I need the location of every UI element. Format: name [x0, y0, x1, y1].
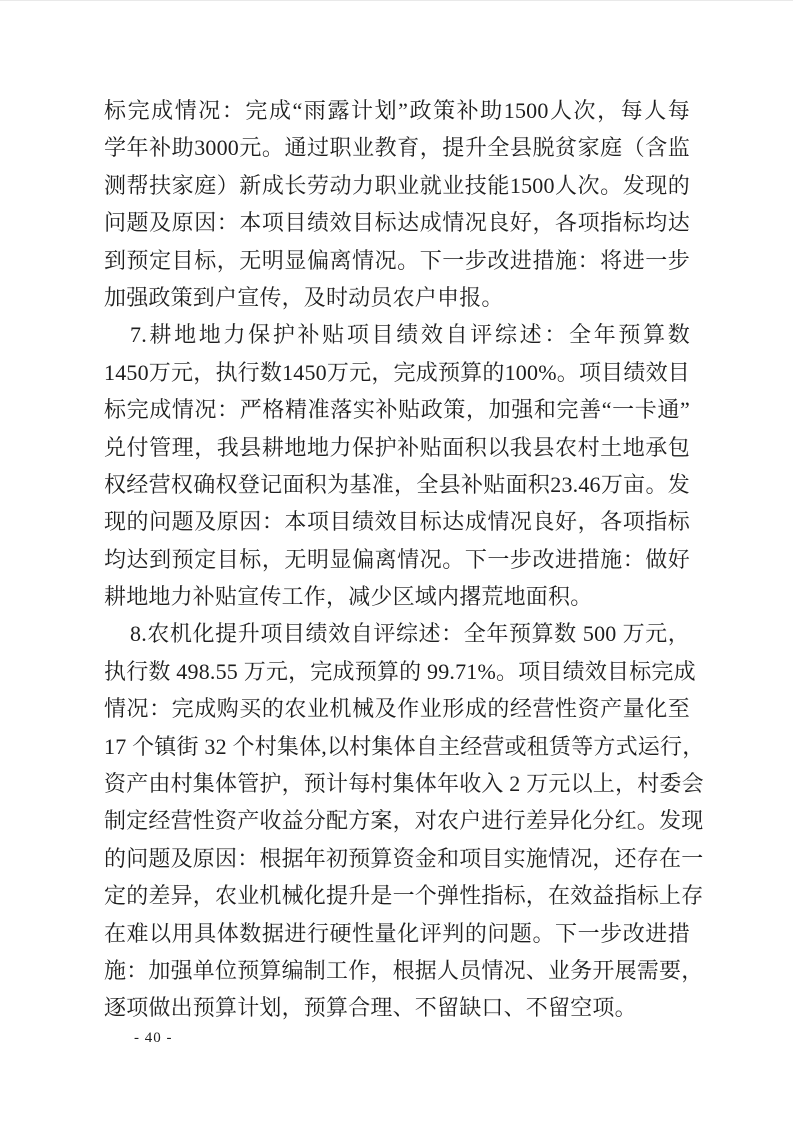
text-line: 资产由村集体管护，预计每村集体年收入 2 万元以上，村委会 — [104, 771, 704, 797]
text-line: 8.农机化提升项目绩效自评综述：全年预算数 500 万元， — [130, 621, 690, 647]
paragraph-7-farmland-protection-subsidy — [104, 316, 690, 615]
text-line: 的问题及原因：根据年初预算资金和项目实施情况，还存在一 — [104, 845, 704, 871]
text-line: 加强政策到户宣传，及时动员农户申报。 — [104, 284, 504, 310]
text-line: 标完成情况：完成“雨露计划”政策补助1500人次，每人每 — [104, 98, 690, 123]
page-number: - 40 - — [134, 1030, 173, 1046]
text-line: 1450万元，执行数1450万元，完成预算的100%。项目绩效目 — [104, 359, 690, 385]
text-line: 兑付管理，我县耕地地力保护补贴面积以我县农村土地承包 — [104, 434, 690, 460]
text-line: 耕地地力补贴宣传工作，减少区域内撂荒地面积。 — [104, 584, 593, 610]
document-body — [104, 92, 705, 1027]
text-line: 17 个镇街 32 个村集体,以村集体自主经营或租赁等方式运行， — [104, 733, 705, 759]
text-line: 在难以用具体数据进行硬性量化评判的问题。下一步改进措 — [104, 920, 690, 946]
text-line: 问题及原因：本项目绩效目标达成情况良好，各项指标均达 — [104, 210, 690, 236]
text-line: 制定经营性资产收益分配方案，对农户进行差异化分红。发现 — [104, 808, 704, 834]
text-line: 逐项做出预算计划，预算合理、不留缺口、不留空项。 — [104, 995, 637, 1021]
text-line: 标完成情况：严格精准落实补贴政策，加强和完善“一卡通” — [104, 397, 690, 423]
text-line: 权经营权确权登记面积为基准，全县补贴面积23.46万亩。发 — [104, 471, 690, 497]
text-line: 定的差异，农业机械化提升是一个弹性指标，在效益指标上存 — [104, 883, 704, 909]
text-line: 执行数 498.55 万元，完成预算的 99.71%。项目绩效目标完成 — [104, 658, 696, 684]
text-line: 测帮扶家庭）新成长劳动力职业就业技能1500人次。发现的 — [104, 172, 690, 198]
paragraph-8-agricultural-mechanization — [104, 615, 705, 1026]
text-line: 情况：完成购买的农业机械及作业形成的经营性资产量化至 — [104, 696, 690, 722]
text-line: 均达到预定目标，无明显偏离情况。下一步改进措施：做好 — [104, 546, 690, 572]
paragraph-yulu-plan-continued — [104, 92, 690, 316]
text-line: 施：加强单位预算编制工作，根据人员情况、业务开展需要， — [104, 957, 704, 983]
text-line: 7.耕地地力保护补贴项目绩效自评综述：全年预算数 — [130, 322, 690, 348]
text-line: 到预定目标，无明显偏离情况。下一步改进措施：将进一步 — [104, 247, 690, 273]
text-line: 现的问题及原因：本项目绩效目标达成情况良好，各项指标 — [104, 509, 690, 535]
text-line: 学年补助3000元。通过职业教育，提升全县脱贫家庭（含监 — [104, 135, 690, 161]
